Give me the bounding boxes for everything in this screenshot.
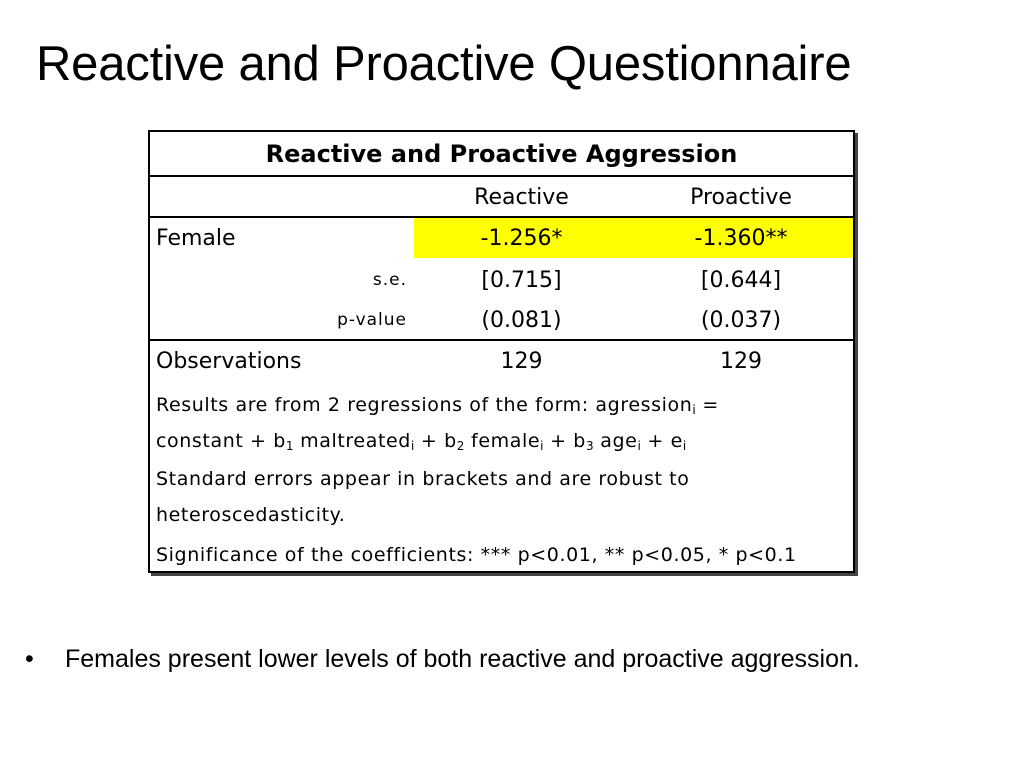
note-significance: Significance of the coefficients: *** p<0.01, ** p<0.05, * p<0.1	[156, 544, 797, 566]
slide-title: Reactive and Proactive Questionnaire	[36, 37, 852, 91]
note-regression-form: Results are from 2 regressions of the form: agression$_i$ =	[156, 394, 719, 417]
row-label-female: Female	[156, 225, 236, 251]
pvalue-proactive: (0.037)	[700, 307, 782, 333]
table-title: Reactive and Proactive Aggression	[265, 140, 738, 168]
row-label-observations: Observations	[156, 348, 302, 374]
table-row-observations	[150, 341, 853, 381]
column-header-reactive: Reactive	[474, 184, 569, 210]
se-proactive: [0.644]	[700, 267, 782, 293]
obs-reactive: 129	[500, 348, 543, 374]
note-standard-errors: Standard errors appear in brackets and are robust to	[156, 468, 690, 490]
column-header-row	[150, 177, 853, 217]
table-title-row	[150, 132, 853, 176]
table-row-pvalue	[150, 301, 853, 339]
note-equation: constant + $b_1$ maltreated$_i$ + $b_2$ female$_i$ + $b_3$ $age_i + e_i$	[156, 430, 687, 453]
obs-proactive: 129	[720, 348, 762, 374]
note-heteroscedasticity: heteroscedasticity.	[156, 504, 346, 526]
se-reactive: [0.715]	[481, 267, 562, 293]
table-row-se	[150, 259, 853, 301]
regression-table	[148, 130, 855, 573]
bullet-item	[25, 645, 860, 674]
table-row-female	[150, 218, 853, 258]
pvalue-reactive: (0.081)	[481, 307, 562, 333]
bullet-text: Females present lower levels of both reactive and proactive aggression.	[65, 645, 860, 673]
column-header-proactive: Proactive	[690, 184, 792, 210]
bullet-marker: •	[25, 645, 34, 673]
row-label-pvalue: p-value	[337, 310, 407, 330]
coef-proactive: -1.360**	[694, 225, 788, 251]
coef-reactive: -1.256*	[480, 225, 563, 251]
row-label-se: s.e.	[372, 270, 407, 290]
